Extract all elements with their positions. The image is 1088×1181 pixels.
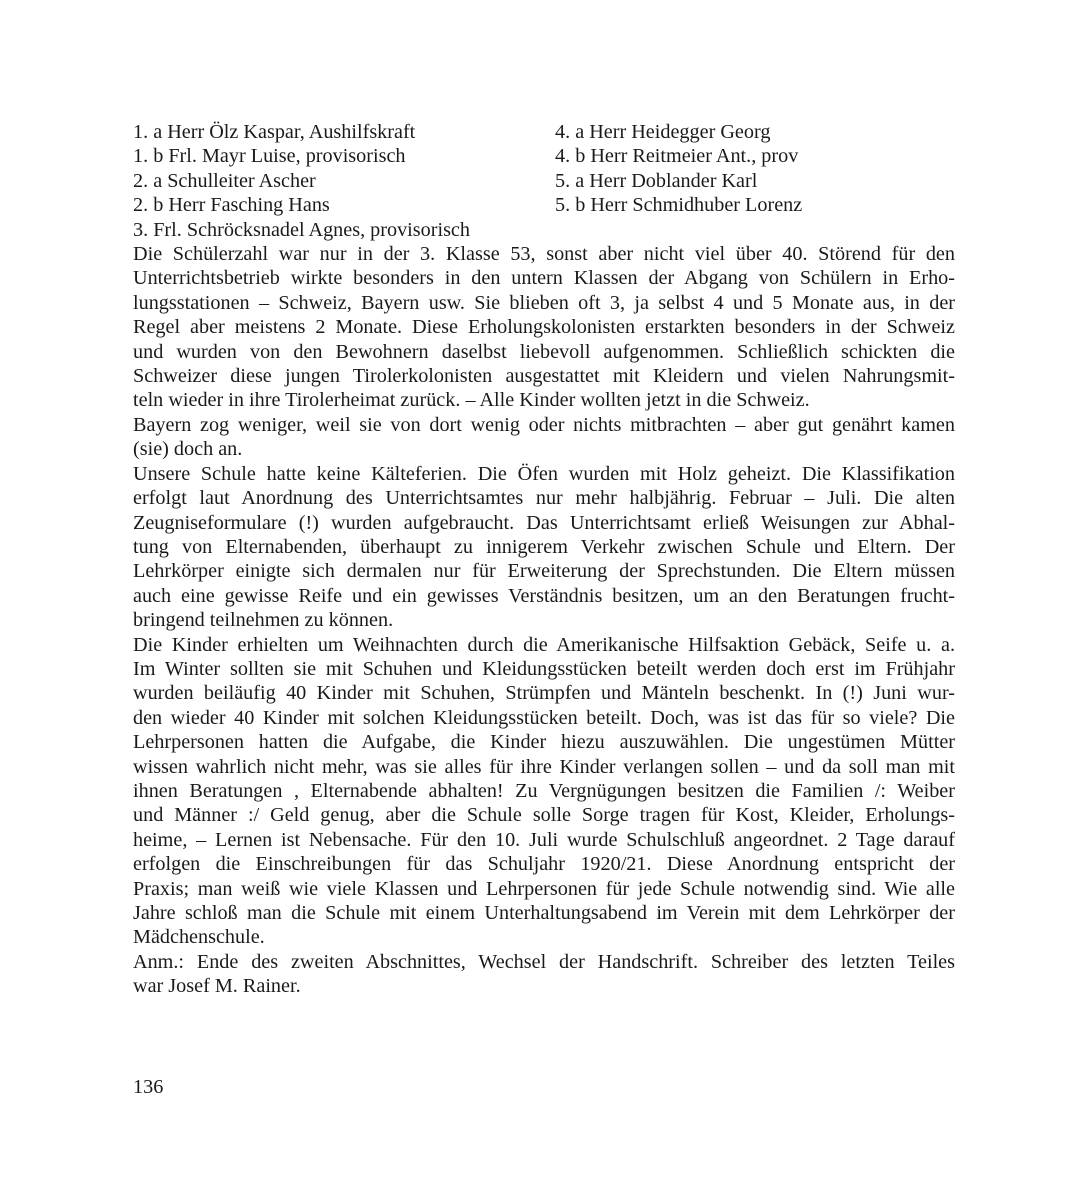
text-line: lungsstationen – Schweiz, Bayern usw. Sie blieben oft 3, ja selbst 4 und 5 Monate aus, in der <box>133 291 955 314</box>
text-line: erfolgen die Einschreibungen für das Schuljahr 1920/21. Diese Anordnung entspricht der <box>133 853 955 876</box>
page-number: 136 <box>133 1076 164 1098</box>
teacher-entry: 4. b Herr Reitmeier Ant., prov <box>555 145 799 168</box>
text-line: (sie) doch an. <box>133 438 243 461</box>
text-line: war Josef M. Rainer. <box>133 975 301 998</box>
page-body <box>133 120 955 999</box>
teacher-list-right-column <box>555 120 955 242</box>
text-line: Mädchenschule. <box>133 926 265 949</box>
text-line: heime, – Lernen ist Nebensache. Für den 10. Juli wurde Schulschluß angeordnet. 2 Tage darauf <box>133 828 955 851</box>
paragraph-annotation <box>133 950 955 999</box>
teacher-entry: 5. b Herr Schmidhuber Lorenz <box>555 194 803 217</box>
text-line: ihnen Beratungen , Elternabende abhalten! Zu Vergnügungen besitzen die Familien /: Weiber <box>133 779 955 802</box>
text-line: tung von Elternabenden, überhaupt zu innigerem Verkehr zwischen Schule und Eltern. Der <box>133 535 955 558</box>
teacher-entry: 5. a Herr Doblander Karl <box>555 169 758 192</box>
text-line: Lehrkörper einigte sich dermalen nur für Erweiterung der Sprechstunden. Die Eltern müssen <box>133 560 955 583</box>
paragraph-bavaria <box>133 413 955 462</box>
text-line: Unsere Schule hatte keine Kälteferien. Die Öfen wurden mit Holz geheizt. Die Klassifikation <box>133 462 955 485</box>
text-line: wurden beiläufig 40 Kinder mit Schuhen, Strümpfen und Mänteln beschenkt. In (!) Juni wur- <box>133 682 955 705</box>
teacher-entry: 2. a Schulleiter Ascher <box>133 169 316 192</box>
text-line: Anm.: Ende des zweiten Abschnittes, Wechsel der Handschrift. Schreiber des letzten Teiles <box>133 950 955 973</box>
paragraph-pupil-numbers <box>133 242 955 413</box>
text-line: teln wieder in ihre Tirolerheimat zurück. – Alle Kinder wollten jetzt in die Schweiz. <box>133 389 810 412</box>
teacher-list <box>133 120 955 242</box>
text-line: und wurden von den Bewohnern daselbst liebevoll aufgenommen. Schließlich schickten die <box>133 340 955 363</box>
teacher-entry: 2. b Herr Fasching Hans <box>133 194 330 217</box>
text-line: Schweizer diese jungen Tirolerkolonisten ausgestattet mit Kleidern und vielen Nahrungsmit- <box>133 365 955 388</box>
teacher-entry: 1. b Frl. Mayr Luise, provisorisch <box>133 145 406 168</box>
text-line: Lehrpersonen hatten die Aufgabe, die Kinder hiezu auszuwählen. Die ungestümen Mütter <box>133 731 955 754</box>
text-line: Zeugniseformulare (!) wurden aufgebraucht. Das Unterrichtsamt erließ Weisungen zur Abhal- <box>133 511 955 534</box>
paragraph-school-organisation <box>133 462 955 633</box>
text-line: und Männer :/ Geld genug, aber die Schule solle Sorge tragen für Kost, Kleider, Erholungs- <box>133 804 955 827</box>
text-line: Die Schülerzahl war nur in der 3. Klasse 53, sonst aber nicht viel über 40. Störend für den <box>133 243 955 266</box>
paragraph-relief-aid <box>133 633 955 950</box>
text-line: Regel aber meistens 2 Monate. Diese Erholungskolonisten erstarkten besonders in der Schweiz <box>133 316 955 339</box>
text-line: bringend teilnehmen zu können. <box>133 609 394 632</box>
text-line: den wieder 40 Kinder mit solchen Kleidungsstücken beteilt. Doch, was ist das für so viele? Die <box>133 706 955 729</box>
text-line: Jahre schloß man die Schule mit einem Unterhaltungsabend im Verein mit dem Lehrkörper der <box>133 902 955 924</box>
text-line: erfolgt laut Anordnung des Unterrichtsamtes nur mehr halbjährig. Februar – Juli. Die alten <box>133 487 955 510</box>
text-line: Im Winter sollten sie mit Schuhen und Kleidungsstücken beteilt werden doch erst im Frühjahr <box>133 657 955 680</box>
teacher-entry: 1. a Herr Ölz Kaspar, Aushilfskraft <box>133 121 416 143</box>
teacher-entry: 4. a Herr Heidegger Georg <box>555 121 771 143</box>
text-line: Die Kinder erhielten um Weihnachten durch die Amerikanische Hilfsaktion Gebäck, Seife u. a. <box>133 633 955 656</box>
teacher-list-left-column <box>133 120 555 242</box>
text-line: auch eine gewisse Reife und ein gewisses Verständnis besitzen, um an den Beratungen frucht- <box>133 584 955 607</box>
text-line: Unterrichtsbetrieb wirkte besonders in den untern Klassen der Abgang von Schülern in Erho- <box>133 267 955 290</box>
text-line: Praxis; man weiß wie viele Klassen und Lehrpersonen für jede Schule notwendig sind. Wie alle <box>133 877 955 900</box>
text-line: Bayern zog weniger, weil sie von dort wenig oder nichts mitbrachten – aber gut genährt kamen <box>133 413 955 436</box>
teacher-entry: 3. Frl. Schröcksnadel Agnes, provisorisch <box>133 218 470 241</box>
text-line: wissen wahrlich nicht mehr, was sie alles für ihre Kinder verlangen sollen – und da soll man mit <box>133 755 955 778</box>
